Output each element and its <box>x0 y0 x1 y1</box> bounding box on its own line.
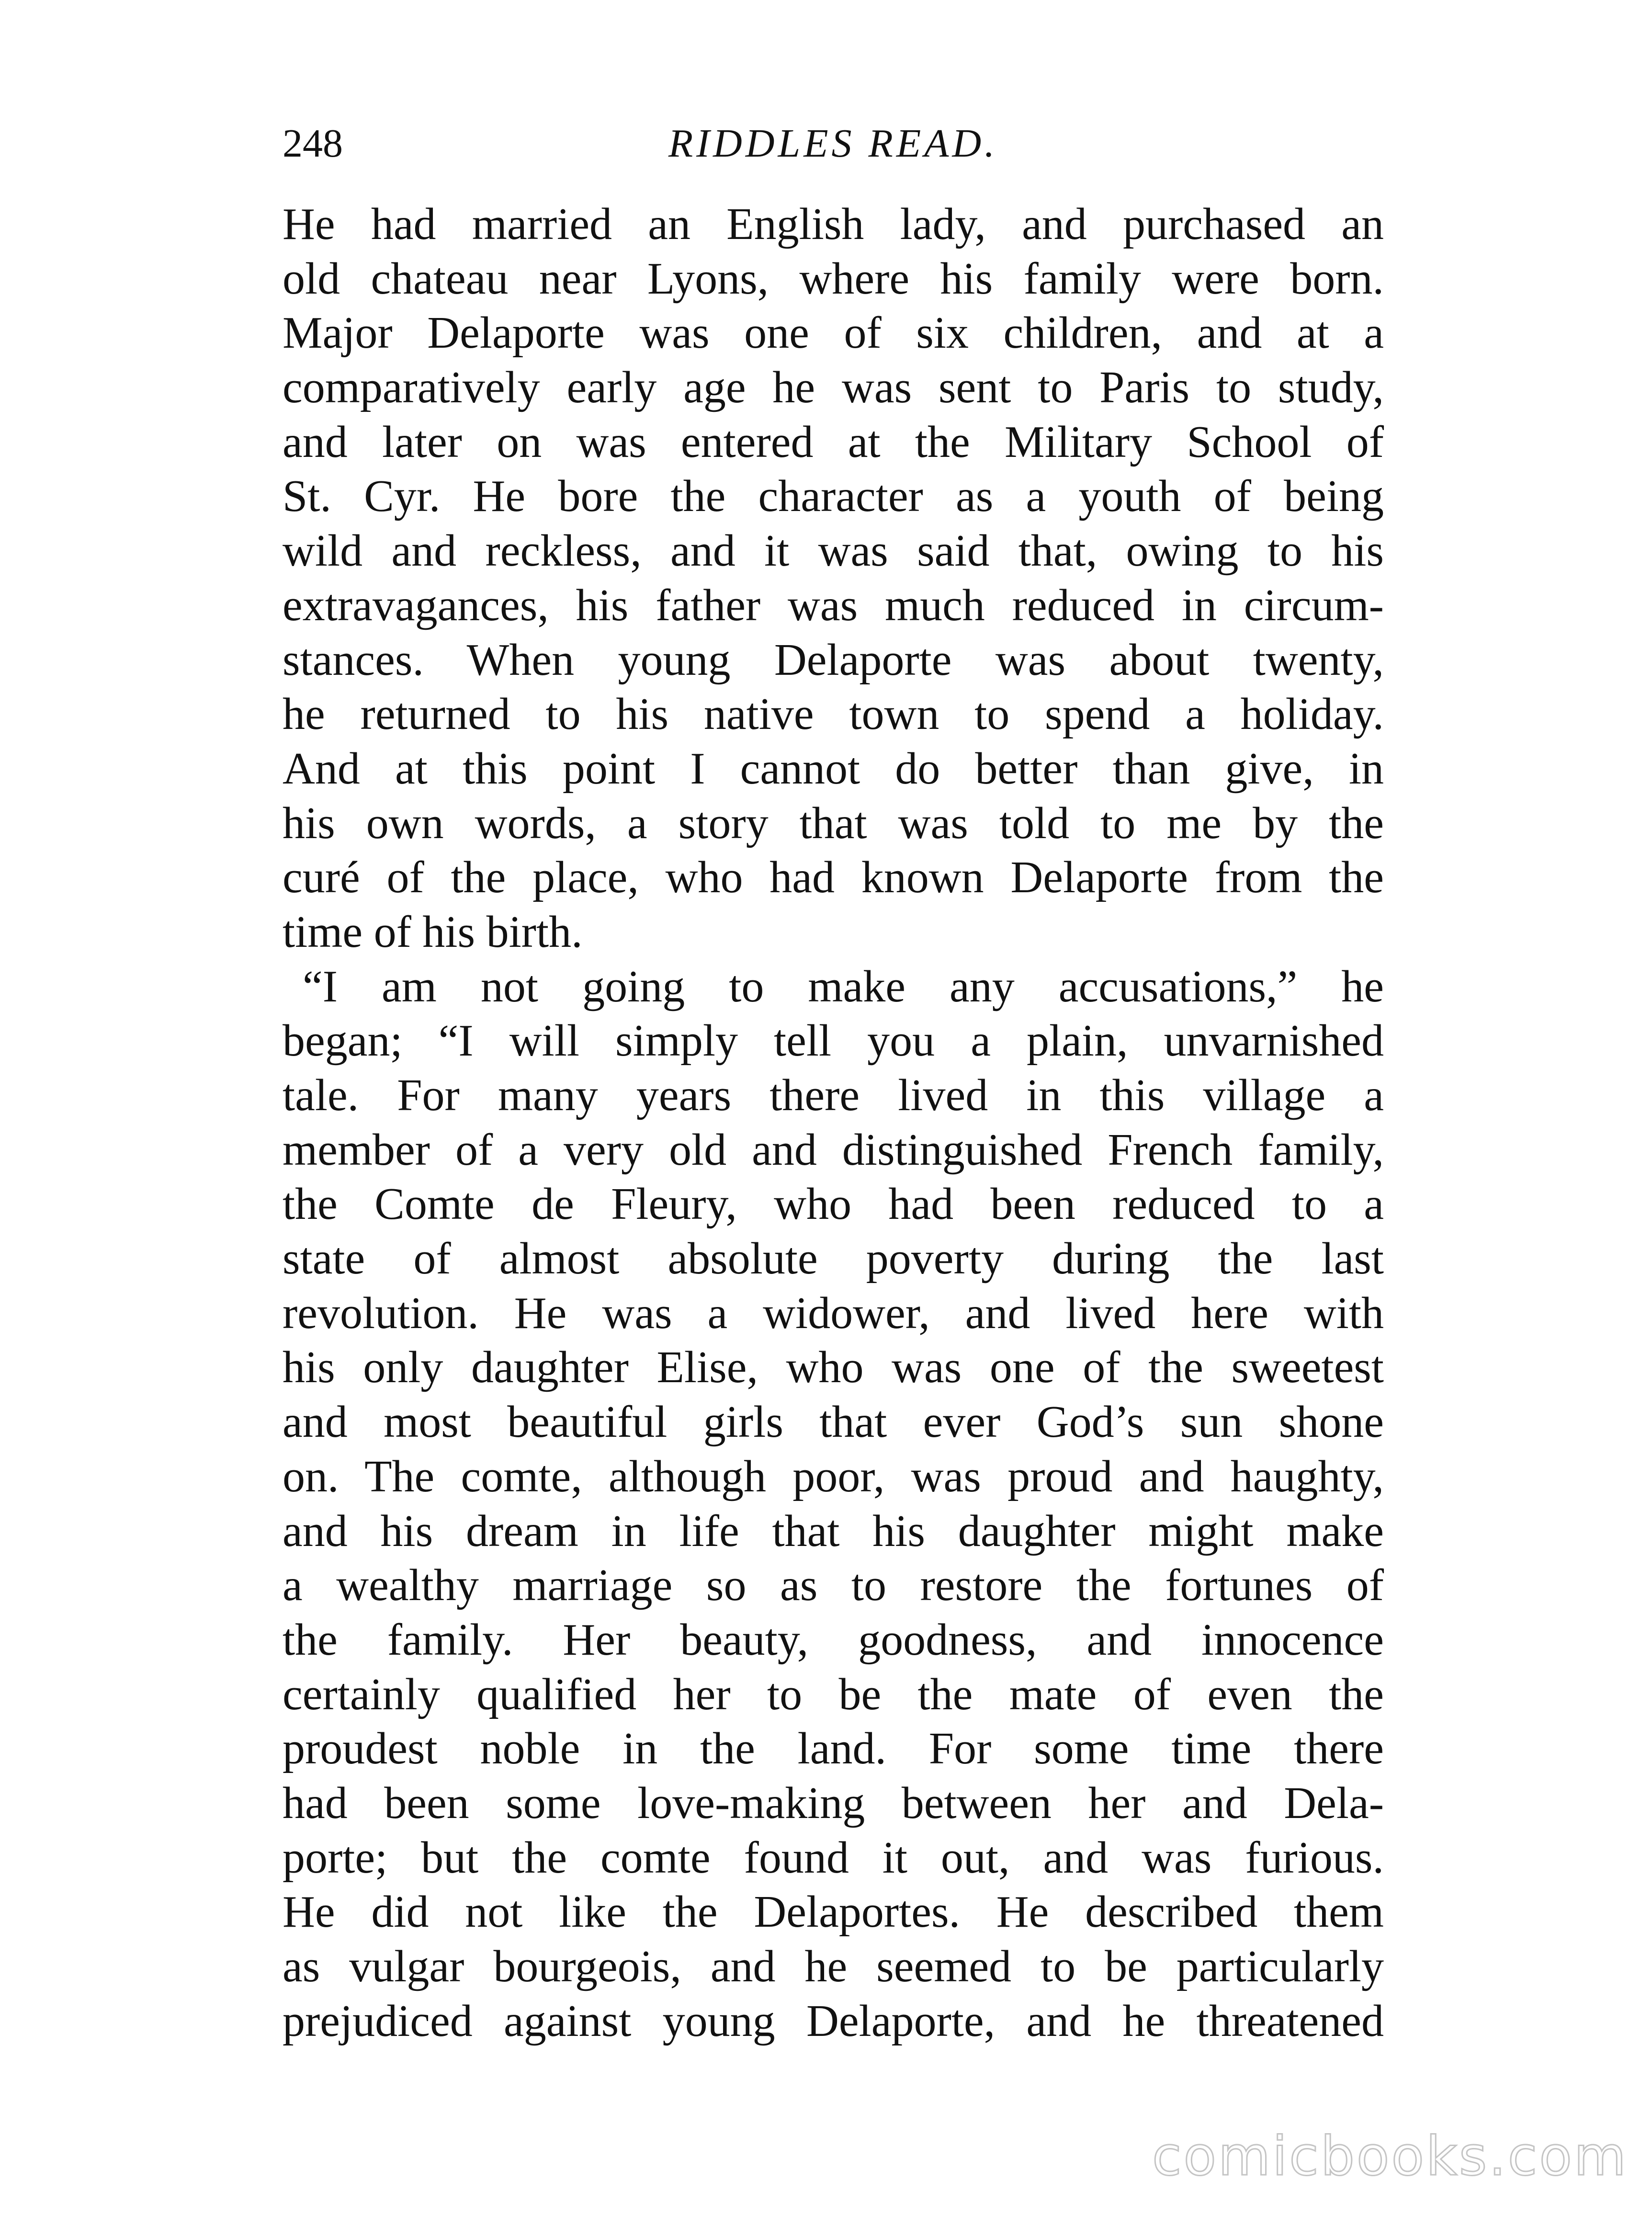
watermark: comicbooks.com <box>1152 2125 1628 2188</box>
text-line: proudest noble in the land. For some time there <box>283 1724 1384 1774</box>
text-line: began; “I will simply tell you a plain, unvarnished <box>283 1016 1384 1066</box>
text-line: on. The comte, although poor, was proud and haughty, <box>283 1451 1384 1501</box>
text-line: a wealthy marriage so as to restore the fortunes of <box>283 1560 1384 1611</box>
text-line: extravagances, his father was much reduced in circum- <box>283 580 1384 630</box>
text-line: prejudiced against young Delaporte, and he threatened <box>283 1996 1384 2046</box>
text-line: Major Delaporte was one of six children, and at a <box>283 308 1384 358</box>
text-line: wild and reckless, and it was said that, owing to his <box>283 526 1384 576</box>
text-line: porte; but the comte found it out, and was furious. <box>283 1832 1384 1883</box>
running-head <box>283 120 1384 172</box>
text-line: revolution. He was a widower, and lived here with <box>283 1288 1384 1338</box>
text-line: certainly qualified her to be the mate of even the <box>283 1669 1384 1719</box>
text-line: curé of the place, who had known Delaporte from the <box>283 852 1384 903</box>
text-line: St. Cyr. He bore the character as a youth of being <box>283 471 1384 522</box>
text-line: stances. When young Delaporte was about twenty, <box>283 635 1384 685</box>
page-number: 248 <box>283 121 343 166</box>
text-line: his own words, a story that was told to me by the <box>283 798 1384 848</box>
text-line: state of almost absolute poverty during the last <box>283 1234 1384 1284</box>
text-line: He had married an English lady, and purchased an <box>283 199 1384 249</box>
text-line: his only daughter Elise, who was one of the sweetest <box>283 1342 1384 1393</box>
text-line: comparatively early age he was sent to Paris to study, <box>283 363 1384 413</box>
text-line: tale. For many years there lived in this village a <box>283 1070 1384 1120</box>
text-line: And at this point I cannot do better than give, in <box>283 743 1384 794</box>
text-line: old chateau near Lyons, where his family were born. <box>283 253 1384 304</box>
text-line: and later on was entered at the Military School of <box>283 417 1384 467</box>
text-line: and most beautiful girls that ever God’s sun shone <box>283 1397 1384 1447</box>
paragraph-start-line: “I am not going to make any accusations,” he <box>303 961 1384 1011</box>
text-line: as vulgar bourgeois, and he seemed to be particularly <box>283 1942 1384 1991</box>
text-line: the Comte de Fleury, who had been reduced to a <box>283 1179 1384 1229</box>
text-line: had been some love-making between her and Dela- <box>283 1778 1384 1828</box>
body-text <box>283 197 1384 2048</box>
text-line: the family. Her beauty, goodness, and innocence <box>283 1614 1384 1665</box>
text-line: He did not like the Delaportes. He described them <box>283 1887 1384 1937</box>
text-line: member of a very old and distinguished French family, <box>283 1125 1384 1175</box>
text-line: and his dream in life that his daughter might make <box>283 1506 1384 1556</box>
text-line: he returned to his native town to spend a holiday. <box>283 689 1384 739</box>
running-title: RIDDLES READ. <box>668 121 998 166</box>
paragraph-end-line: time of his birth. <box>283 907 583 957</box>
